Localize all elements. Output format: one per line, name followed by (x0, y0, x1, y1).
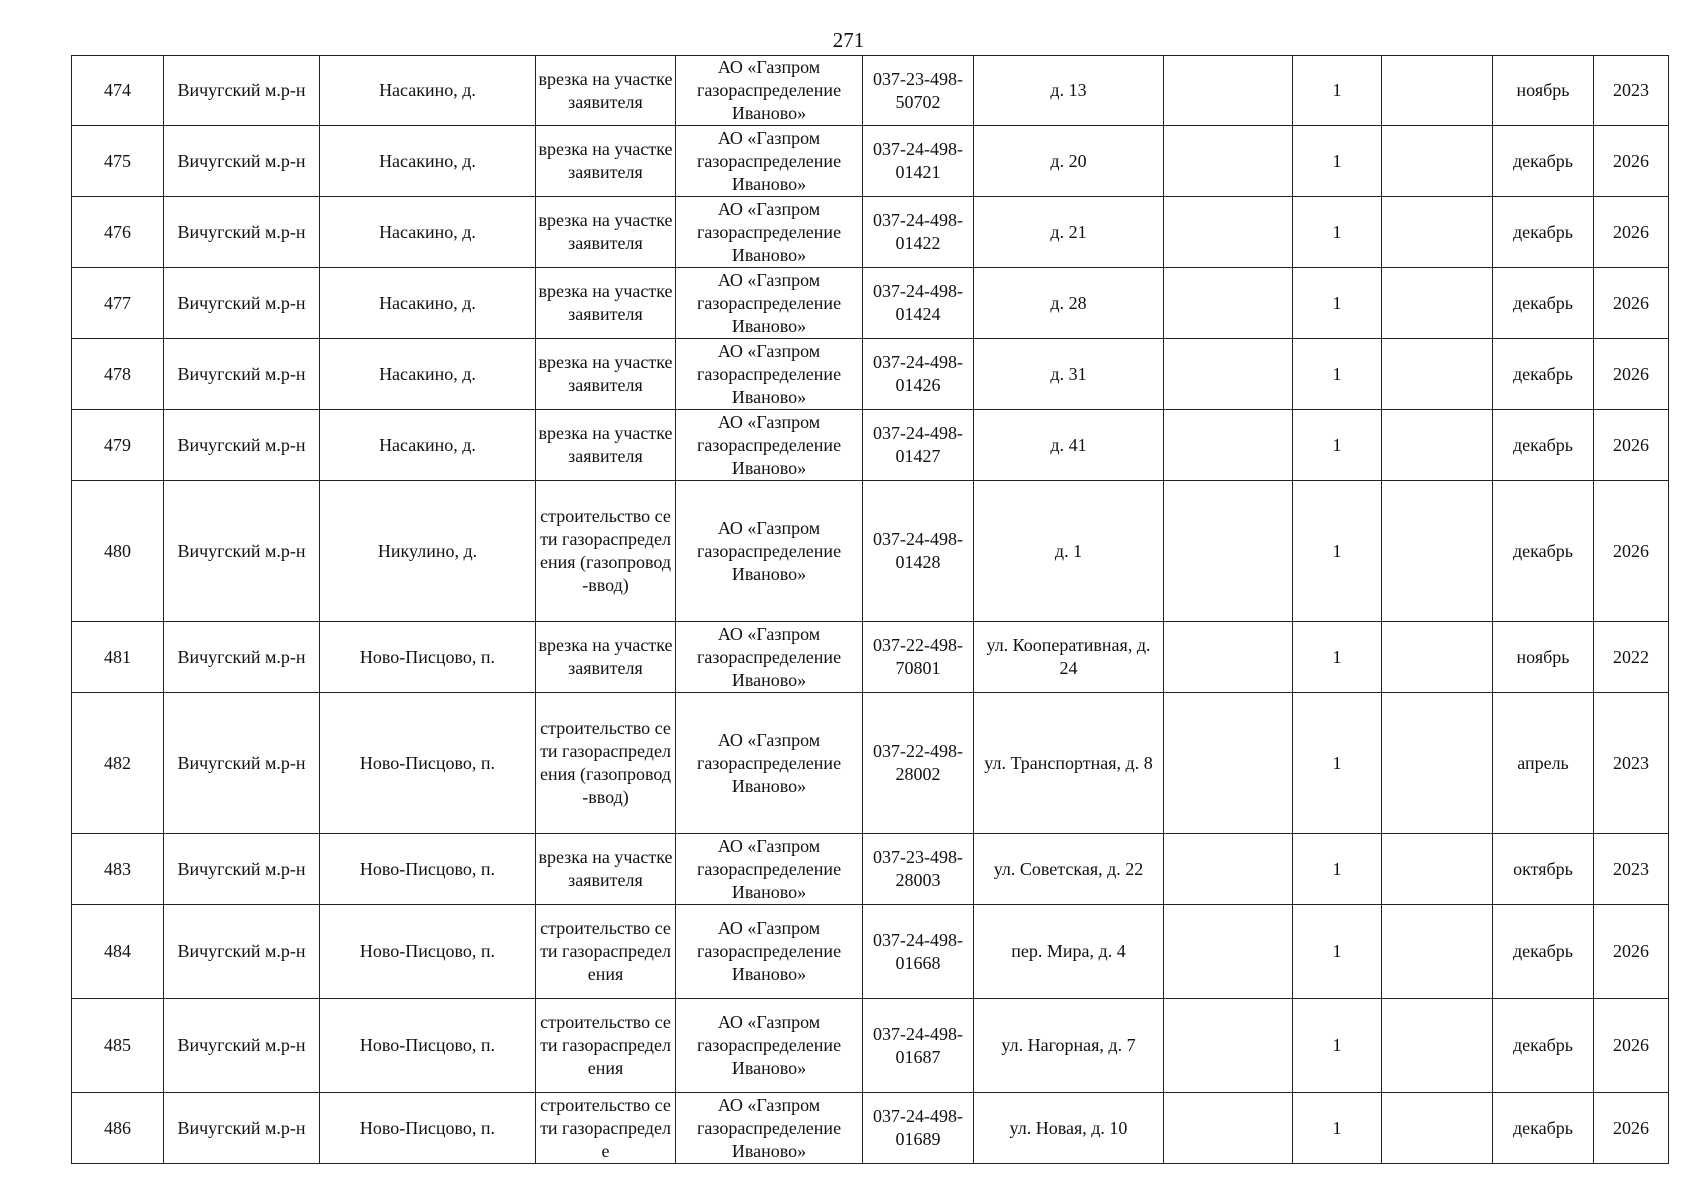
cell-locality: Ново-Писцово, п. (320, 905, 536, 999)
cell-row-number: 482 (72, 693, 164, 834)
cell-year: 2026 (1594, 197, 1669, 268)
cell-quantity: 1 (1293, 905, 1382, 999)
cell-blank (1164, 197, 1293, 268)
cell-locality: Ново-Писцово, п. (320, 693, 536, 834)
cell-month: ноябрь (1493, 622, 1594, 693)
cell-blank (1382, 126, 1493, 197)
cell-quantity: 1 (1293, 693, 1382, 834)
gas-connection-table (71, 55, 1669, 1164)
cell-district: Вичугский м.р-н (164, 999, 320, 1093)
cell-code: 037-22-498-28002 (863, 693, 974, 834)
cell-code: 037-24-498-01427 (863, 410, 974, 481)
cell-work-type: врезка на участке заявителя (536, 339, 676, 410)
cell-address: д. 21 (974, 197, 1164, 268)
cell-row-number: 477 (72, 268, 164, 339)
cell-blank (1382, 56, 1493, 126)
cell-organization: АО «Газпром газораспределение Иваново» (676, 339, 863, 410)
cell-blank (1164, 834, 1293, 905)
cell-code: 037-23-498-50702 (863, 56, 974, 126)
cell-blank (1382, 481, 1493, 622)
table-row (72, 410, 1669, 481)
cell-blank (1164, 1093, 1293, 1164)
table-row (72, 999, 1669, 1093)
cell-quantity: 1 (1293, 999, 1382, 1093)
cell-blank (1164, 481, 1293, 622)
cell-month: декабрь (1493, 999, 1594, 1093)
cell-year: 2026 (1594, 268, 1669, 339)
cell-locality: Ново-Писцово, п. (320, 834, 536, 905)
cell-blank (1164, 622, 1293, 693)
cell-row-number: 475 (72, 126, 164, 197)
cell-work-type: врезка на участке заявителя (536, 834, 676, 905)
cell-month: декабрь (1493, 1093, 1594, 1164)
cell-month: декабрь (1493, 481, 1594, 622)
cell-address: д. 1 (974, 481, 1164, 622)
table-body (72, 56, 1669, 1164)
cell-work-type: строительство сети газораспределения (газопровод-ввод) (536, 481, 676, 622)
cell-blank (1382, 693, 1493, 834)
cell-month: декабрь (1493, 410, 1594, 481)
cell-quantity: 1 (1293, 268, 1382, 339)
cell-month: декабрь (1493, 126, 1594, 197)
cell-work-type: врезка на участке заявителя (536, 197, 676, 268)
cell-blank (1164, 56, 1293, 126)
table-row (72, 1093, 1669, 1164)
cell-code: 037-24-498-01422 (863, 197, 974, 268)
cell-year: 2026 (1594, 339, 1669, 410)
cell-organization: АО «Газпром газораспределение Иваново» (676, 481, 863, 622)
cell-work-type: строительство сети газораспределения (газопровод-ввод) (536, 693, 676, 834)
cell-code: 037-24-498-01426 (863, 339, 974, 410)
table-row (72, 197, 1669, 268)
cell-month: декабрь (1493, 268, 1594, 339)
cell-district: Вичугский м.р-н (164, 481, 320, 622)
cell-row-number: 480 (72, 481, 164, 622)
cell-blank (1164, 999, 1293, 1093)
cell-organization: АО «Газпром газораспределение Иваново» (676, 693, 863, 834)
cell-blank (1382, 834, 1493, 905)
cell-blank (1164, 339, 1293, 410)
cell-code: 037-23-498-28003 (863, 834, 974, 905)
cell-organization: АО «Газпром газораспределение Иваново» (676, 905, 863, 999)
cell-month: ноябрь (1493, 56, 1594, 126)
table-row (72, 693, 1669, 834)
cell-organization: АО «Газпром газораспределение Иваново» (676, 834, 863, 905)
cell-address: ул. Кооперативная, д. 24 (974, 622, 1164, 693)
cell-row-number: 485 (72, 999, 164, 1093)
cell-row-number: 479 (72, 410, 164, 481)
cell-locality: Ново-Писцово, п. (320, 622, 536, 693)
cell-code: 037-24-498-01689 (863, 1093, 974, 1164)
cell-locality: Насакино, д. (320, 197, 536, 268)
cell-district: Вичугский м.р-н (164, 197, 320, 268)
cell-row-number: 476 (72, 197, 164, 268)
cell-organization: АО «Газпром газораспределение Иваново» (676, 268, 863, 339)
cell-code: 037-24-498-01668 (863, 905, 974, 999)
table-row (72, 905, 1669, 999)
cell-district: Вичугский м.р-н (164, 622, 320, 693)
cell-quantity: 1 (1293, 339, 1382, 410)
cell-address: д. 31 (974, 339, 1164, 410)
cell-year: 2026 (1594, 410, 1669, 481)
cell-work-type: врезка на участке заявителя (536, 622, 676, 693)
cell-year: 2023 (1594, 693, 1669, 834)
cell-organization: АО «Газпром газораспределение Иваново» (676, 622, 863, 693)
table-row (72, 622, 1669, 693)
cell-blank (1164, 126, 1293, 197)
cell-blank (1164, 268, 1293, 339)
cell-district: Вичугский м.р-н (164, 1093, 320, 1164)
cell-year: 2023 (1594, 56, 1669, 126)
cell-address: ул. Транспортная, д. 8 (974, 693, 1164, 834)
table-row (72, 268, 1669, 339)
cell-district: Вичугский м.р-н (164, 693, 320, 834)
cell-locality: Насакино, д. (320, 339, 536, 410)
cell-row-number: 481 (72, 622, 164, 693)
table-row (72, 126, 1669, 197)
cell-address: пер. Мира, д. 4 (974, 905, 1164, 999)
cell-work-type: строительство сети газораспределения (536, 999, 676, 1093)
cell-organization: АО «Газпром газораспределение Иваново» (676, 1093, 863, 1164)
cell-work-type: врезка на участке заявителя (536, 268, 676, 339)
cell-locality: Насакино, д. (320, 268, 536, 339)
cell-quantity: 1 (1293, 622, 1382, 693)
cell-organization: АО «Газпром газораспределение Иваново» (676, 56, 863, 126)
cell-quantity: 1 (1293, 126, 1382, 197)
cell-locality: Насакино, д. (320, 56, 536, 126)
cell-blank (1382, 905, 1493, 999)
cell-district: Вичугский м.р-н (164, 834, 320, 905)
cell-month: декабрь (1493, 197, 1594, 268)
cell-blank (1382, 410, 1493, 481)
cell-quantity: 1 (1293, 1093, 1382, 1164)
cell-blank (1382, 197, 1493, 268)
cell-quantity: 1 (1293, 834, 1382, 905)
table-row (72, 481, 1669, 622)
cell-organization: АО «Газпром газораспределение Иваново» (676, 999, 863, 1093)
cell-code: 037-24-498-01428 (863, 481, 974, 622)
table-row (72, 834, 1669, 905)
cell-code: 037-22-498-70801 (863, 622, 974, 693)
cell-district: Вичугский м.р-н (164, 56, 320, 126)
cell-blank (1164, 905, 1293, 999)
cell-address: ул. Нагорная, д. 7 (974, 999, 1164, 1093)
cell-row-number: 483 (72, 834, 164, 905)
cell-work-type: строительство сети газораспределения (536, 905, 676, 999)
cell-district: Вичугский м.р-н (164, 410, 320, 481)
cell-year: 2023 (1594, 834, 1669, 905)
cell-month: декабрь (1493, 905, 1594, 999)
page-number: 271 (832, 28, 865, 52)
cell-blank (1382, 339, 1493, 410)
cell-code: 037-24-498-01687 (863, 999, 974, 1093)
cell-month: октябрь (1493, 834, 1594, 905)
cell-organization: АО «Газпром газораспределение Иваново» (676, 197, 863, 268)
cell-row-number: 484 (72, 905, 164, 999)
cell-month: декабрь (1493, 339, 1594, 410)
cell-code: 037-24-498-01424 (863, 268, 974, 339)
cell-blank (1382, 1093, 1493, 1164)
cell-row-number: 478 (72, 339, 164, 410)
cell-blank (1382, 622, 1493, 693)
cell-row-number: 486 (72, 1093, 164, 1164)
cell-quantity: 1 (1293, 410, 1382, 481)
cell-year: 2022 (1594, 622, 1669, 693)
cell-district: Вичугский м.р-н (164, 339, 320, 410)
cell-locality: Насакино, д. (320, 126, 536, 197)
cell-locality: Никулино, д. (320, 481, 536, 622)
cell-year: 2026 (1594, 999, 1669, 1093)
cell-address: ул. Советская, д. 22 (974, 834, 1164, 905)
cell-year: 2026 (1594, 1093, 1669, 1164)
cell-organization: АО «Газпром газораспределение Иваново» (676, 410, 863, 481)
cell-blank (1382, 999, 1493, 1093)
cell-address: д. 13 (974, 56, 1164, 126)
cell-blank (1164, 693, 1293, 834)
cell-code: 037-24-498-01421 (863, 126, 974, 197)
cell-locality: Ново-Писцово, п. (320, 999, 536, 1093)
cell-year: 2026 (1594, 481, 1669, 622)
cell-month: апрель (1493, 693, 1594, 834)
cell-work-type: врезка на участке заявителя (536, 410, 676, 481)
cell-year: 2026 (1594, 126, 1669, 197)
cell-address: д. 20 (974, 126, 1164, 197)
cell-district: Вичугский м.р-н (164, 268, 320, 339)
cell-blank (1382, 268, 1493, 339)
table-row (72, 56, 1669, 126)
cell-district: Вичугский м.р-н (164, 905, 320, 999)
cell-locality: Ново-Писцово, п. (320, 1093, 536, 1164)
cell-year: 2026 (1594, 905, 1669, 999)
cell-organization: АО «Газпром газораспределение Иваново» (676, 126, 863, 197)
cell-district: Вичугский м.р-н (164, 126, 320, 197)
cell-work-type: врезка на участке заявителя (536, 126, 676, 197)
cell-locality: Насакино, д. (320, 410, 536, 481)
cell-work-type: врезка на участке заявителя (536, 56, 676, 126)
cell-quantity: 1 (1293, 481, 1382, 622)
table-row (72, 339, 1669, 410)
cell-work-type: строительство сети газораспределе (536, 1093, 676, 1164)
cell-address: д. 28 (974, 268, 1164, 339)
cell-blank (1164, 410, 1293, 481)
cell-address: д. 41 (974, 410, 1164, 481)
cell-row-number: 474 (72, 56, 164, 126)
cell-quantity: 1 (1293, 56, 1382, 126)
cell-quantity: 1 (1293, 197, 1382, 268)
cell-address: ул. Новая, д. 10 (974, 1093, 1164, 1164)
